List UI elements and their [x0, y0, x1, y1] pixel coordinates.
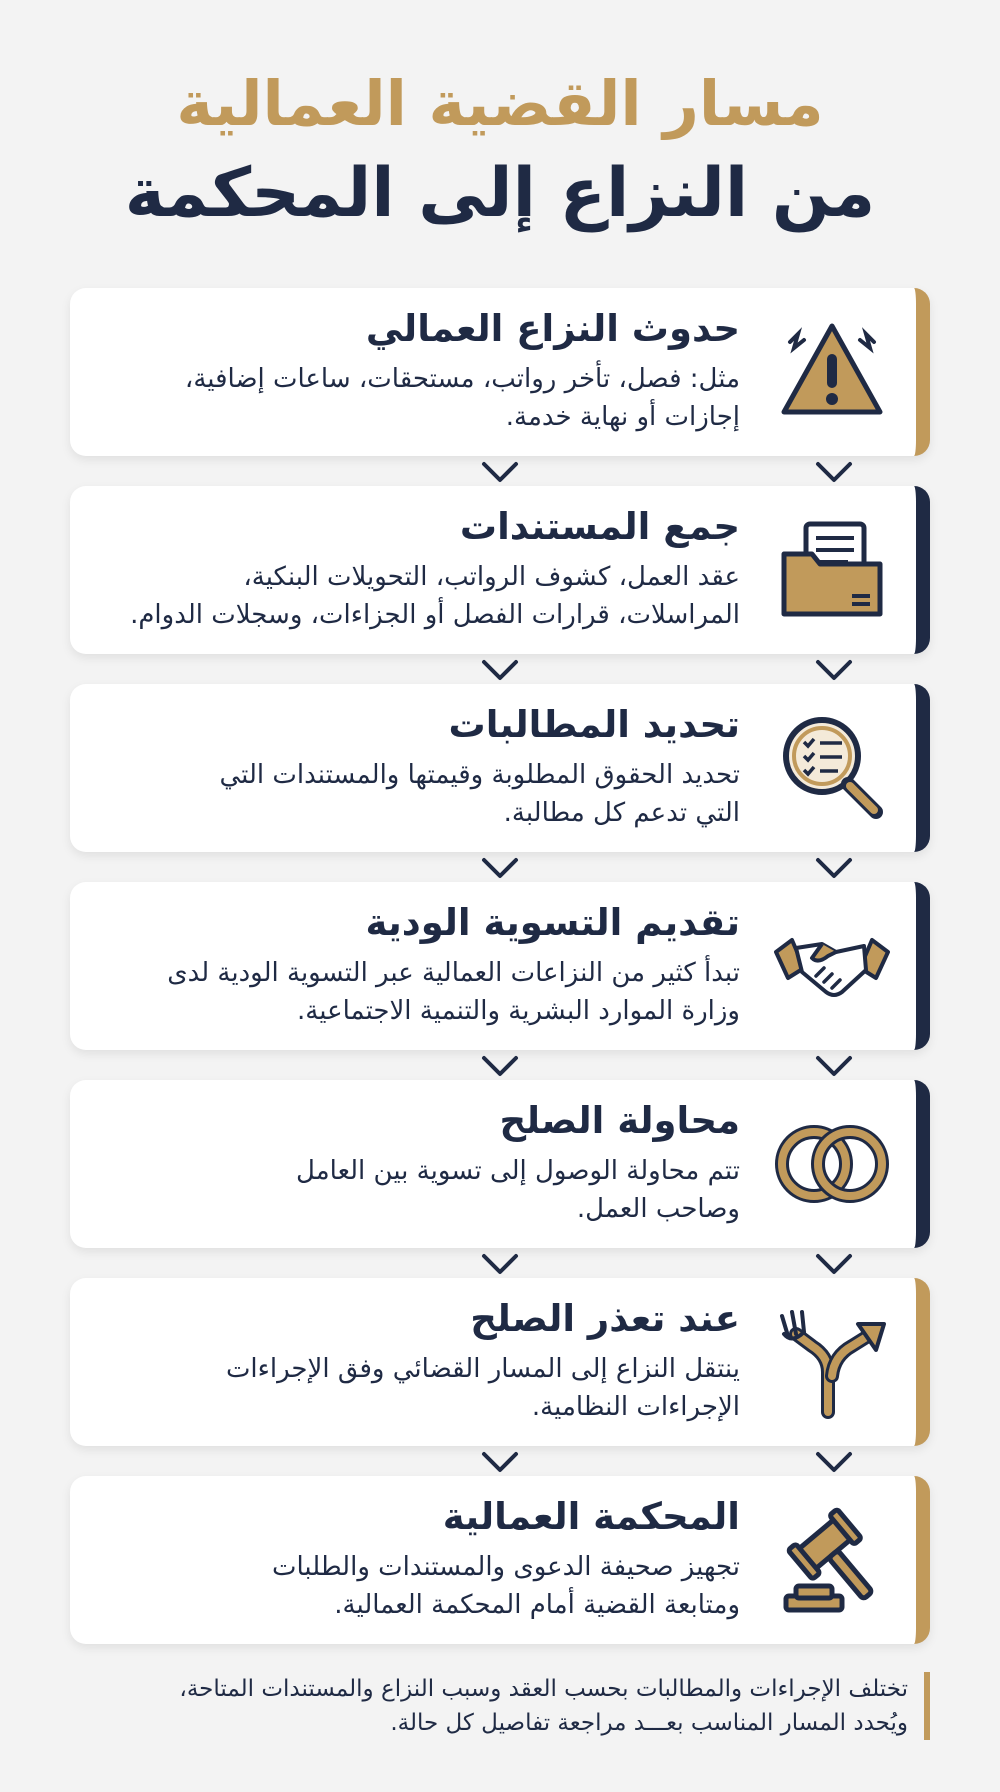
step-description-line-2: وزارة الموارد البشرية والتنمية الاجتماعية. [297, 996, 740, 1026]
linked-rings-icon [772, 1104, 892, 1224]
chevron-down-icon [814, 1450, 854, 1474]
chevron-down-icon [480, 856, 520, 880]
title-line-2: من النزاع إلى المحكمة [124, 154, 876, 233]
step-title: حدوث النزاع العمالي [365, 307, 740, 350]
step-description [86, 360, 740, 436]
chevron-down-icon [814, 856, 854, 880]
step-description [86, 558, 740, 634]
step-title: جمع المستندات [459, 505, 740, 548]
step-title: المحكمة العمالية [442, 1495, 740, 1538]
chevron-down-icon [814, 460, 854, 484]
magnifier-checklist-icon [772, 708, 892, 828]
step-description-line-1: مثل: فصل، تأخر رواتب، مستحقات، ساعات إضافية، [184, 364, 740, 394]
chevron-down-icon [814, 1054, 854, 1078]
step-card-labor-court [70, 1476, 930, 1644]
chevron-down-icon [480, 460, 520, 484]
step-description [86, 756, 740, 832]
step-title: تقديم التسوية الودية [365, 901, 740, 944]
step-description-line-2: المراسلات، قرارات الفصل أو الجزاءات، وسجلات الدوام. [130, 600, 740, 630]
step-card-dispute [70, 288, 930, 456]
step-description [86, 1152, 740, 1228]
step-card-amicable-settlement [70, 882, 930, 1050]
title-line-1: مسار القضية العمالية [176, 67, 824, 140]
step-description [86, 1350, 740, 1426]
step-description [86, 954, 740, 1030]
step-description-line-1: ينتقل النزاع إلى المسار القضائي وفق الإجراءات [225, 1354, 740, 1384]
step-card-reconciliation [70, 1080, 930, 1248]
footnote [90, 1672, 930, 1740]
step-description-line-1: تجهيز صحيفة الدعوى والمستندات والطلبات [272, 1552, 740, 1582]
step-description-line-1: تتم محاولة الوصول إلى تسوية بين العامل [296, 1156, 740, 1186]
step-title: محاولة الصلح [499, 1099, 740, 1142]
chevron-down-icon [814, 1252, 854, 1276]
step-description-line-2: وصاحب العمل. [576, 1194, 740, 1224]
step-card-reconciliation-failed [70, 1278, 930, 1446]
step-description-line-2: التي تدعم كل مطالبة. [503, 798, 740, 828]
step-description [86, 1548, 740, 1624]
step-description-line-1: تحديد الحقوق المطلوبة وقيمتها والمستندات التي [219, 760, 740, 790]
chevron-down-icon [480, 1450, 520, 1474]
step-description-line-2: إجازات أو نهاية خدمة. [505, 402, 740, 432]
step-title: تحديد المطالبات [448, 703, 740, 746]
split-arrow-icon [772, 1302, 892, 1422]
chevron-down-icon [480, 1252, 520, 1276]
step-card-claims [70, 684, 930, 852]
warning-icon [772, 312, 892, 432]
footnote-line-2: ويُحدد المسار المناسب بعـــد مراجعة تفاصيل كل حالة. [390, 1710, 908, 1736]
gavel-icon [772, 1500, 892, 1620]
folder-documents-icon [772, 510, 892, 630]
footnote-line-1: تختلف الإجراءات والمطالبات بحسب العقد وسبب النزاع والمستندات المتاحة، [179, 1676, 908, 1702]
chevron-down-icon [480, 1054, 520, 1078]
chevron-down-icon [814, 658, 854, 682]
step-title: عند تعذر الصلح [470, 1297, 740, 1340]
step-card-documents [70, 486, 930, 654]
step-description-line-1: عقد العمل، كشوف الرواتب، التحويلات البنكية، [243, 562, 740, 592]
page-title [0, 62, 1000, 242]
handshake-icon [772, 906, 892, 1026]
step-description-line-2: الإجراءات النظامية. [531, 1392, 740, 1422]
chevron-down-icon [480, 658, 520, 682]
step-description-line-2: ومتابعة القضية أمام المحكمة العمالية. [334, 1590, 740, 1620]
step-description-line-1: تبدأ كثير من النزاعات العمالية عبر التسوية الودية لدى [167, 958, 740, 988]
